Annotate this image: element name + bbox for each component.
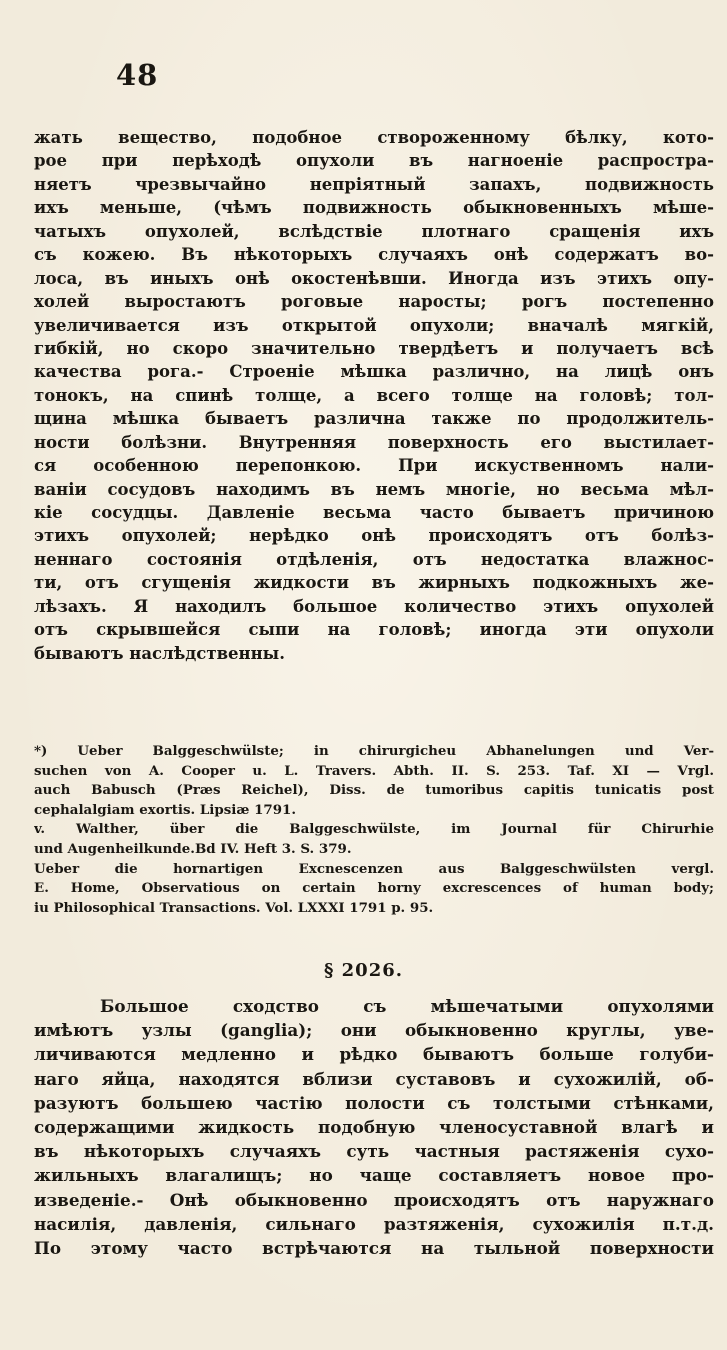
text-line: лоса, въ иныхъ онѣ окостенѣвши. Иногда изъ этихъ опу- bbox=[34, 268, 714, 288]
page-number: 48 bbox=[116, 58, 159, 92]
text-line: содержащими жидкость подобную членосуставной влагѣ и bbox=[34, 1116, 714, 1137]
text-line: жильныхъ влагалищъ; но чаще составляетъ новое про- bbox=[34, 1165, 714, 1186]
footnote-line: und Augenheilkunde.Bd IV. Heft 3. S. 379. bbox=[34, 840, 352, 857]
text-line: увеличивается изъ открытой опухоли; вначалѣ мягкій, bbox=[34, 315, 714, 335]
text-line: качества рога.- Строеніе мѣшка различно, на лицѣ онъ bbox=[34, 362, 714, 382]
text-line: лѣзахъ. Я находилъ большое количество этихъ опухолей bbox=[34, 596, 714, 616]
footnote-line: cephalalgiam exortis. Lipsiæ 1791. bbox=[34, 801, 297, 818]
footnotes bbox=[34, 742, 714, 918]
footnote-line: iu Philosophical Transactions. Vol. LXXXI 1791 p. 95. bbox=[34, 899, 434, 916]
text-line: личиваются медленно и рѣдко бываютъ больше голуби- bbox=[34, 1044, 714, 1065]
text-line: Большое сходство съ мѣшечатыми опухолями bbox=[100, 996, 714, 1016]
text-line: отъ скрывшейся сыпи на головѣ; иногда эти опухоли bbox=[34, 620, 714, 640]
text-line: гибкій, но скоро значительно твердѣетъ и получаетъ всѣ bbox=[34, 338, 714, 358]
text-line: ности болѣзни. Внутренняя поверхность его выстилает- bbox=[34, 432, 714, 452]
text-line: ваніи сосудовъ находимъ въ немъ многіе, но весьма мѣл- bbox=[34, 479, 714, 499]
text-line: бываютъ наслѣдственны. bbox=[34, 643, 285, 663]
footnote-line: auch Babusch (Præs Reichel), Diss. de tumoribus capitis tunicatis post bbox=[34, 782, 714, 799]
text-line: По этому часто встрѣчаются на тыльной поверхности bbox=[34, 1237, 714, 1258]
text-line: щина мѣшка бываетъ различна также по продолжитель- bbox=[34, 409, 714, 429]
footnote-line: E. Home, Observatious on certain horny excrescences of human body; bbox=[34, 880, 714, 897]
text-line: наго яйца, находятся вблизи суставовъ и сухожилій, об- bbox=[34, 1068, 714, 1089]
text-line: чатыхъ опухолей, вслѣдствіе плотнаго сращенія ихъ bbox=[34, 221, 714, 241]
text-line: няетъ чрезвычайно непріятный запахъ, подвижность bbox=[34, 174, 714, 194]
text-line: ихъ меньше, (чѣмъ подвижность обыкновенныхъ мѣше- bbox=[34, 198, 714, 218]
text-line: въ нѣкоторыхъ случаяхъ суть частныя растяженія сухо- bbox=[34, 1141, 714, 1162]
text-line: насилія, давленія, сильнаго разтяженія, сухожилія п.т.д. bbox=[34, 1213, 714, 1234]
text-line: ся особенною перепонкою. При искуственномъ нали- bbox=[34, 456, 714, 476]
text-line: неннаго состоянія отдѣленія, отъ недостатка влажнос- bbox=[34, 549, 714, 569]
footnote-line: *) Ueber Balggeschwülste; in chirurgicheu Abhanelungen und Ver- bbox=[34, 743, 714, 759]
text-line: имѣютъ узлы (ganglia); они обыкновенно круглы, уве- bbox=[34, 1020, 714, 1041]
text-line: кіе сосудцы. Давленіе весьма часто бываетъ причиною bbox=[34, 503, 714, 522]
text-line: изведеніе.- Онѣ обыкновенно происходятъ отъ наружнаго bbox=[34, 1189, 714, 1210]
text-line: разуютъ большею частію полости съ толстыми стѣнками, bbox=[34, 1092, 714, 1113]
footnote-line: v. Walther, über die Balggeschwülste, im Journal für Chirurhie bbox=[34, 821, 714, 838]
paragraph-2 bbox=[34, 994, 714, 1260]
text-line: этихъ опухолей; нерѣдко онѣ происходятъ отъ болѣз- bbox=[34, 526, 714, 546]
text-line: съ кожею. Въ нѣкоторыхъ случаяхъ онѣ содержатъ во- bbox=[34, 245, 714, 265]
footnote-line: suchen von A. Cooper u. L. Travers. Abth. II. S. 253. Taf. XI — Vrgl. bbox=[34, 762, 714, 779]
text-line: жать вещество, подобное створоженному бѣлку, кото- bbox=[34, 128, 714, 147]
footnote-line: Ueber die hornartigen Excnescenzen aus Balggeschwülsten vergl. bbox=[34, 860, 714, 877]
text-line: тонокъ, на спинѣ толще, а всего толще на головѣ; тол- bbox=[34, 385, 714, 405]
section-heading: § 2026. bbox=[323, 960, 404, 981]
paragraph-1 bbox=[34, 126, 714, 665]
text-line: холей выростаютъ роговые наросты; рогъ постепенно bbox=[34, 292, 714, 312]
text-line: ти, отъ сгущенія жидкости въ жирныхъ подкожныхъ же- bbox=[34, 573, 714, 593]
text-line: рое при перѣходѣ опухоли въ нагноеніе распростра- bbox=[34, 151, 714, 171]
